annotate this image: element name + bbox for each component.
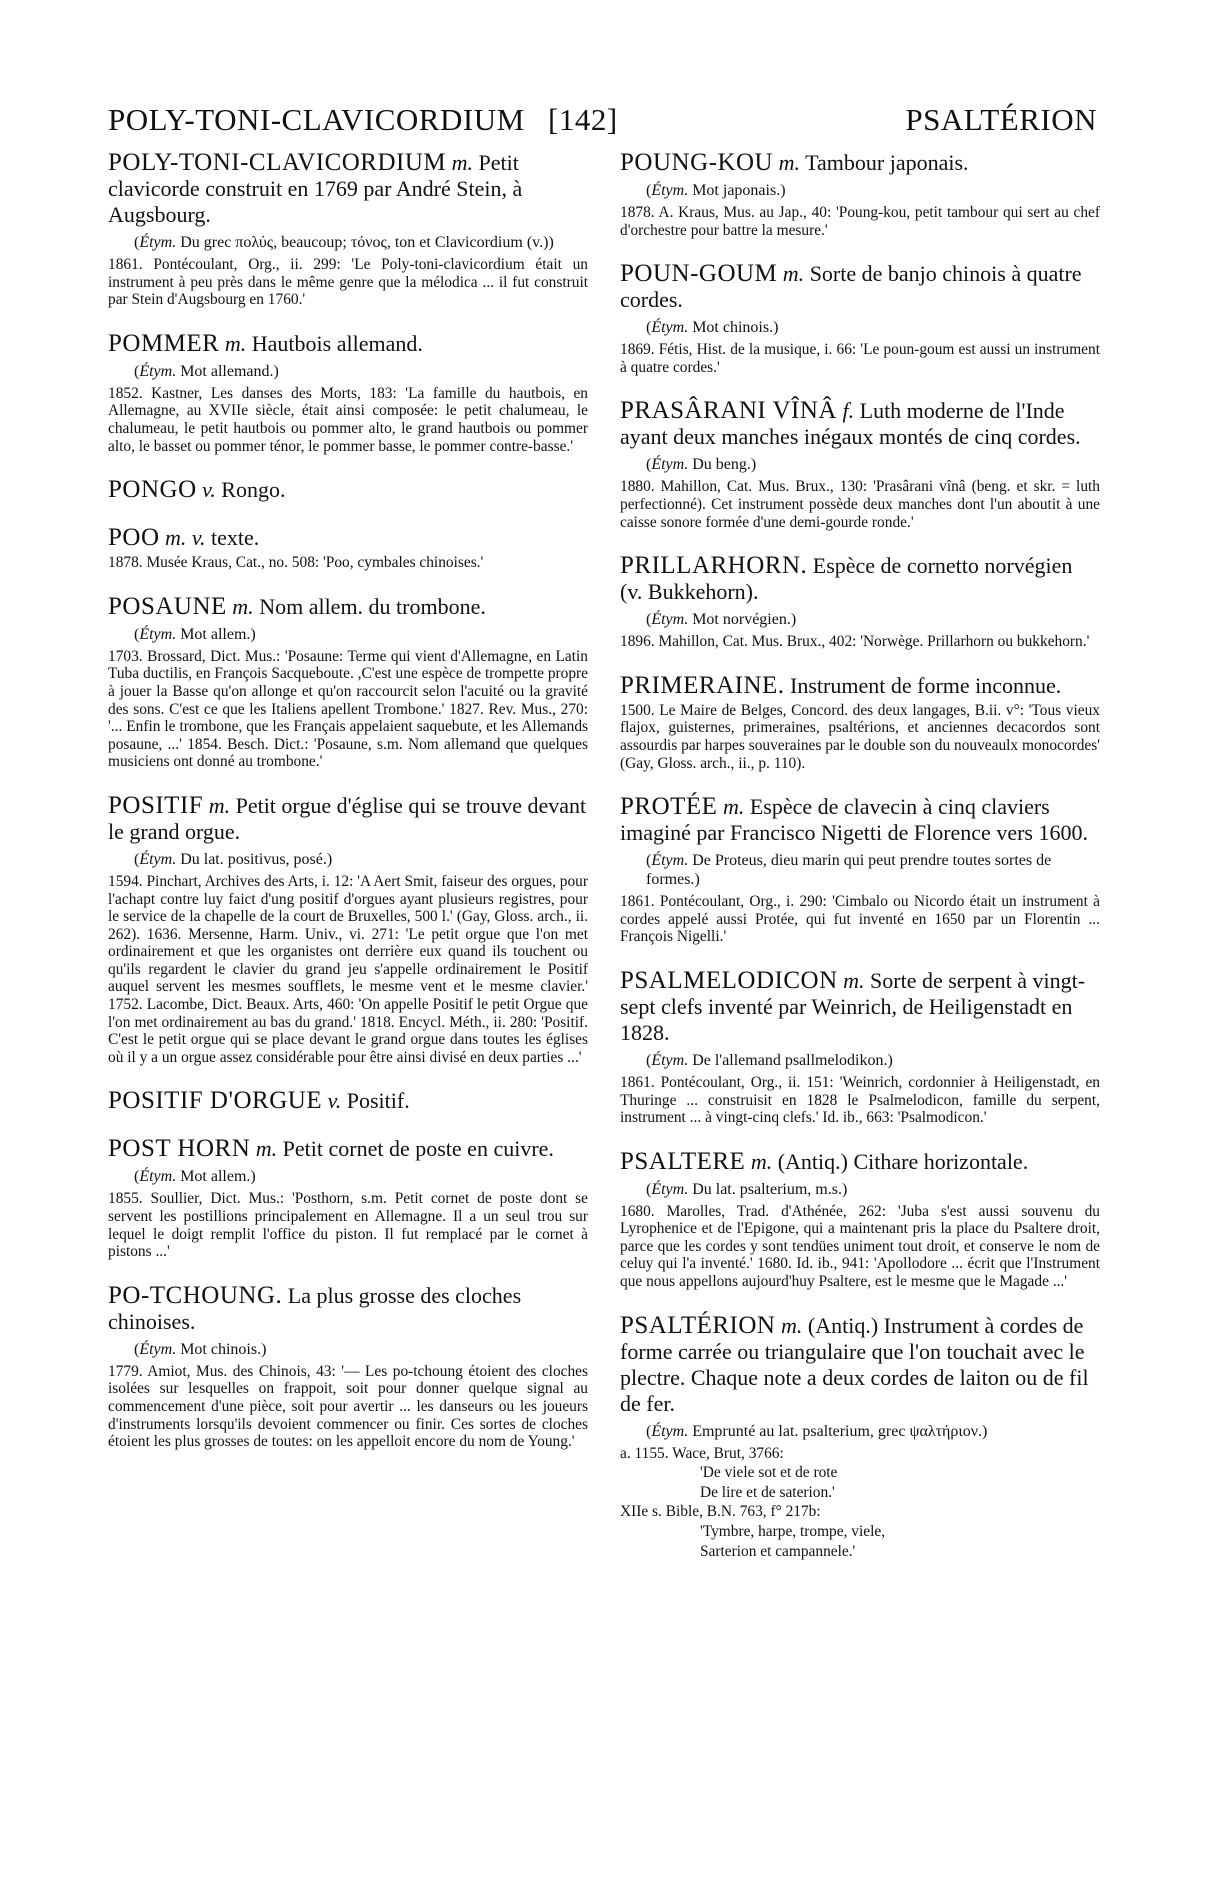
headword: POO — [108, 524, 160, 552]
etymology-label: Étym. — [651, 1051, 689, 1069]
citation: 1594. Pinchart, Archives des Arts, i. 12: 'A Aert Smit, faiseur des orgues, pour l'achapt contre luy faict d'ung positif d'orgues ayant plusieurs registres, pour le service de la chapelle de la court de Bruxelles, 500 l.' (Gay, Gloss. arch., ii. 262). 1636. Mersenne, Harm. Univ., vi. 271: 'Le petit orgue que l'on met ordinairement et que les organistes ont derrière eux quand ils touchent ou qu'ils regardent le clavier du grand jeu s'appelle ordinairement le Positif auquel servent les mesmes soufflets, le mesme vent et le mesme clavier.' 1752. Lacombe, Dict. Beaux. Arts, 460: 'On appelle Positif le petit Orgue que l'on met ordinairement au bas du grand.' 1818. Encycl. Méth., ii. 280: 'Positif. C'est le petit orgue qui se place devant le grand orgue dans toutes les églises où il y a un orgue assez considérable pour être ainsi divisé en deux parties ...' — [108, 872, 588, 1066]
etymology: Mot japonais. — [692, 182, 781, 199]
etymology-label: Étym. — [651, 319, 689, 337]
grammar: m. — [843, 967, 865, 993]
headword: POMMER — [108, 329, 220, 357]
entry: POSITIF m. Petit orgue d'église qui se trouve devant le grand orgue. (Étym. Du lat. positivus, posé.) 1594. Pinchart, Archives des Arts, i. 12: 'A Aert Smit, faiseur des orgues, pour l'achapt contre luy faict d'ung positif d'orgues ayant plusieurs registres, pour le service de la chapelle de la court de Bruxelles, 500 l.' (Gay, Gloss. arch., ii. 262). 1636. Mersenne, Harm. Univ., vi. 271: 'Le petit orgue que l'on met ordinairement et que les organistes ont derrière eux quand ils touchent ou qu'ils regardent le clavier du grand jeu s'appelle ordinairement le Positif auquel servent les mesmes soufflets, le mesme vent et le mesme clavier.' 1752. Lacombe, Dict. Beaux. Arts, 460: 'On appelle Positif le petit Orgue que l'on met ordinairement au bas du grand.' 1818. Encycl. Méth., ii. 280: 'Positif. C'est le petit orgue qui se place devant le grand orgue dans toutes les églises où il y a un orgue assez considérable pour être ainsi divisé en deux parties ...' — [108, 791, 588, 1066]
etymology-label: Étym. — [651, 456, 689, 474]
grammar: v. — [327, 1088, 342, 1114]
entry: PSALTÉRION m. (Antiq.) Instrument à cordes de forme carrée ou triangulaire que l'on touchait avec le plectre. Chaque note a deux cordes de laiton ou de fil de fer. (Étym. Emprunté au lat. psalterium, grec ψαλτήριον.) a. 1155. Wace, Brut, 3766: 'De viele sot et de rote De lire et de saterion.' XIIe s. Bible, B.N. 763, f° 217b: 'Tymbre, harpe, trompe, viele, Sarterion et campannele.' — [620, 1313, 1100, 1561]
headword: POSITIF D'ORGUE — [108, 1087, 323, 1115]
page-number: [142] — [548, 102, 618, 137]
entry: PRILLARHORN. Espèce de cornetto norvégien (v. Bukkehorn). (Étym. Mot norvégien.) 1896. Mahillon, Cat. Mus. Brux., 402: 'Norwège. Prillarhorn ou bukkehorn.' — [620, 553, 1100, 651]
definition: Sorte de serpent à vingt-sept clefs inventé par Weinrich, de Heiligenstadt en 1828. — [620, 967, 1086, 1045]
definition: Tambour japonais. — [805, 150, 969, 175]
citation: 1869. Fétis, Hist. de la musique, i. 66: 'Le poun-goum est aussi un instrument à quatre cordes.' — [620, 341, 1100, 376]
etymology-label: Étym. — [651, 1422, 689, 1440]
headword: POUNG-KOU — [620, 149, 774, 176]
etymology: Mot norvégien. — [692, 611, 791, 629]
running-head-right: PSALTÉRION — [905, 102, 1097, 137]
definition: Espèce de cornetto norvégien (v. Bukkehorn). — [620, 553, 1073, 605]
entry — [620, 673, 1100, 772]
etymology-label: Étym. — [651, 852, 689, 870]
etymology: Du grec πολύς, beaucoup; τόνος, ton et Clavicordium (v.) — [180, 234, 549, 251]
definition: Instrument de forme inconnue. — [790, 672, 1062, 698]
etymology-label: Étym. — [139, 850, 177, 868]
entry: PSALMELODICON m. Sorte de serpent à vingt-sept clefs inventé par Weinrich, de Heiligenstadt en 1828. (Étym. De l'allemand psallmelodikon.) 1861. Pontécoulant, Org., ii. 151: 'Weinrich, cordonnier à Heiligenstadt, en Thuringe ... construisit en 1828 le Psalmelodicon, famille du serpent, instrument ... à vingt-cinq clefs.' Id. ib., 663: 'Psalmodicon.' — [620, 966, 1100, 1127]
entry: PSALTERE m. (Antiq.) Cithare horizontale. (Étym. Du lat. psalterium, m.s.) 1680. Marolles, Trad. d'Athénée, 262: 'Juba s'est aussi souvenu du Lyrophenice et de l'Epigone, qui a maintenant pris la place du Psaltere droit, parce que les cordes y sont tendües uniment tout droit, et conserve le nom de celuy qui l'a inventé.' 1680. Id. ib., 941: 'Apollodore ... écrit que l'Instrument que nous appellons aujourd'huy Psaltere, est le mesme que le Magade ...' — [620, 1147, 1100, 1291]
grammar: f. — [842, 398, 855, 424]
citation: 1896. Mahillon, Cat. Mus. Brux., 402: 'Norwège. Prillarhorn ou bukkehorn.' — [620, 633, 1090, 651]
etymology: Mot chinois. — [692, 319, 774, 337]
headword: POSAUNE — [108, 592, 227, 620]
entry: POSAUNE m. Nom allem. du trombone. (Étym. Mot allem.) 1703. Brossard, Dict. Mus.: 'Posaune: Terme qui vient d'Allemagne, en Latin Tuba ductilis, en François Sacqueboute. ,C'est une espèce de trompette propre à jouer la Basse qu'on allonge et qu'on raccourcit selon l'acuité ou la gravité des sons. C'est ce que les Italiens apellent Trombone.' 1827. Rev. Mus., 270: '... Enfin le trombone, que les Français appelaient saquebute, et les Allemands posaune, ...' 1854. Besch. Dict.: 'Posaune, s.m. Nom allemand que quelques musiciens ont donné au trombone.' — [108, 592, 588, 771]
grammar: m. — [722, 794, 745, 820]
running-head — [108, 102, 1097, 142]
etymology: Emprunté au lat. psalterium, grec ψαλτήριον. — [692, 1422, 982, 1440]
etymology-label: Étym. — [651, 1180, 689, 1198]
definition: Sorte de banjo chinois à quatre cordes. — [620, 261, 1082, 313]
headword: POLY-TONI-CLAVICORDIUM — [108, 149, 447, 176]
etymology: De l'allemand psallmelodikon. — [692, 1051, 888, 1069]
entry — [108, 477, 588, 503]
entry: PROTÉE m. Espèce de clavecin à cinq claviers imaginé par Francisco Nigetti de Florence vers 1600. (Étym. De Proteus, dieu marin qui peut prendre toutes sortes de formes.) 1861. Pontécoulant, Org., i. 290: 'Cimbalo ou Nicordo était un instrument à cordes appelé aussi Protée, qui fut inventé en 1650 par un Florentin ... François Nigelli.' — [620, 793, 1100, 946]
grammar: v. — [202, 477, 216, 503]
grammar: m. — [778, 150, 800, 175]
definition: (Antiq.) Cithare horizontale. — [777, 1148, 1029, 1174]
running-head-left: POLY-TONI-CLAVICORDIUM — [108, 102, 525, 137]
entry: POST HORN m. Petit cornet de poste en cuivre. (Étym. Mot allem.) 1855. Soullier, Dict. Mus.: 'Posthorn, s.m. Petit cornet de poste dont se servent les postillions principalement en Allemagne. Il a un seul trou sur lequel le doigt remplit l'office du piston. Il fut remplacé par le cornet à pistons ...' — [108, 1135, 588, 1261]
citation: 1878. Musée Kraus, Cat., no. 508: 'Poo, cymbales chinoises.' — [108, 554, 484, 572]
etymology-label: Étym. — [139, 362, 177, 380]
citation: 1861. Pontécoulant, Org., i. 290: 'Cimbalo ou Nicordo était un instrument à cordes appelé aussi Protée, qui fut inventé en 1650 par un Florentin ... François Nigelli.' — [620, 893, 1100, 946]
verse-line: De lire et de saterion.' — [700, 1483, 835, 1501]
citation: 1703. Brossard, Dict. Mus.: 'Posaune: Terme qui vient d'Allemagne, en Latin Tuba ductilis, en François Sacqueboute. ,C'est une espèce de trompette propre à jouer la Basse qu'on allonge et qu'on raccourcit selon l'acuité ou la gravité des sons. C'est ce que les Italiens apellent Trombone.' 1827. Rev. Mus., 270: '... Enfin le trombone, que les Français appelaient saquebute, et les Allemands posaune, ...' 1854. Besch. Dict.: 'Posaune, s.m. Nom allemand que quelques musiciens ont donné au trombone.' — [108, 647, 588, 771]
headword: PROTÉE — [620, 793, 718, 821]
etymology-label: Étym. — [139, 625, 177, 643]
etymology-label: Étym. — [139, 234, 177, 251]
grammar: m. — [255, 1136, 278, 1162]
grammar: m. v. — [165, 525, 206, 551]
definition: Petit orgue d'église qui se trouve devant le grand orgue. — [108, 792, 587, 844]
left-column — [108, 150, 588, 1473]
headword: PONGO — [108, 476, 197, 504]
right-column — [620, 150, 1100, 1582]
headword: PSALTERE — [620, 1147, 746, 1175]
definition: Hautbois allemand. — [251, 330, 423, 356]
headword: PO-TCHOUNG. — [108, 1281, 283, 1309]
citation: 1861. Pontécoulant, Org., ii. 151: 'Weinrich, cordonnier à Heiligenstadt, en Thuringe ... construisit en 1828 le Psalmelodicon, famille du serpent, instrument ... à vingt-cinq clefs.' Id. ib., 663: 'Psalmodicon.' — [620, 1073, 1100, 1127]
headword: PRILLARHORN. — [620, 552, 808, 580]
citation: 1779. Amiot, Mus. des Chinois, 43: '— Les po-tchoung étoient des cloches isolées sur lesquelles on frappoit, soit pour donner quelque signal au commencement d'une pièce, soit pour avertir ... les danseurs ou les joueurs d'instruments lorsqu'ils devoient commencer ou finir. Ces sortes de cloches étoient les plus grosses de toutes: on les appelloit encore du nom de Young.' — [108, 1362, 588, 1451]
headword: POST HORN — [108, 1135, 251, 1163]
etymology: Mot allem. — [180, 625, 251, 643]
definition: Positif. — [346, 1088, 410, 1114]
grammar: m. — [782, 261, 805, 287]
grammar: m. — [208, 792, 231, 818]
entry: POUNG-KOU m. Tambour japonais. (Étym. Mot japonais.) 1878. A. Kraus, Mus. au Jap., 40: 'Poung-kou, petit tambour qui sert au chef d'orchestre pour battre la mesure.' — [620, 149, 1100, 239]
etymology: Mot allem. — [180, 1168, 251, 1186]
etymology: Du beng. — [692, 456, 751, 474]
definition: Petit cornet de poste en cuivre. — [282, 1136, 554, 1162]
citation: a. 1155. Wace, Brut, 3766: — [620, 1444, 784, 1462]
entry: POUN-GOUM m. Sorte de banjo chinois à quatre cordes. (Étym. Mot chinois.) 1869. Fétis, Hist. de la musique, i. 66: 'Le poun-goum est aussi un instrument à quatre cordes.' — [620, 260, 1100, 376]
citation: 1878. A. Kraus, Mus. au Jap., 40: 'Poung-kou, petit tambour qui sert au chef d'orchestre pour battre la mesure.' — [620, 204, 1100, 239]
etymology: Mot chinois. — [180, 1340, 262, 1358]
etymology-label: Étym. — [651, 182, 689, 199]
etymology: Du lat. psalterium, m.s. — [692, 1180, 842, 1198]
definition: (Antiq.) Instrument à cordes de forme carrée ou triangulaire que l'on touchait avec le plectre. Chaque note a deux cordes de laiton ou de fil de fer. — [620, 1312, 1089, 1416]
citation: 1861. Pontécoulant, Org., ii. 299: 'Le Poly-toni-clavicordium était un instrument à peu près dans le même genre que la mélodica ... il fut construit par Stein d'Augsbourg en 1760.' — [108, 256, 588, 309]
entry: POLY-TONI-CLAVICORDIUM m. Petit clavicorde construit en 1769 par André Stein, à Augsbourg. (Étym. Du grec πολύς, beaucoup; τόνος, ton et Clavicordium (v.)) 1861. Pontécoulant, Org., ii. 299: 'Le Poly-toni-clavicordium était un instrument à peu près dans le même genre que la mélodica ... il fut construit par Stein d'Augsbourg en 1760.' — [108, 149, 588, 309]
definition: Nom allem. du trombone. — [259, 593, 486, 619]
citation: 1852. Kastner, Les danses des Morts, 183: 'La famille du hautbois, en Allemagne, au XVIIe siècle, était ainsi composée: le petit chalumeau, le chalumeau, le petit hautbois ou pommer alto, le grand hautbois ou pommer alto, le basset ou pommer ténor, le pommer basse, le pommer contre-basse.' — [108, 384, 588, 455]
headword: PSALTÉRION — [620, 1311, 776, 1339]
grammar: m. — [781, 1312, 803, 1338]
etymology: De Proteus, dieu marin qui peut prendre toutes sortes de formes. — [646, 852, 1052, 889]
etymology-label: Étym. — [651, 611, 689, 629]
grammar: m. — [232, 593, 254, 619]
etymology: Mot allemand. — [180, 362, 274, 380]
citation: 1855. Soullier, Dict. Mus.: 'Posthorn, s.m. Petit cornet de poste dont se servent les postillions principalement en Allemagne. Il a un seul trou sur lequel le doigt remplit l'office du piston. Il fut remplacé par le cornet à pistons ...' — [108, 1190, 588, 1261]
verse-line: 'Tymbre, harpe, trompe, viele, — [700, 1523, 886, 1541]
definition: texte. — [211, 525, 260, 551]
verse-line: Sarterion et campannele.' — [700, 1542, 856, 1560]
entry: PRASÂRANI VÎNÂ f. Luth moderne de l'Inde ayant deux manches inégaux montés de cinq cordes. (Étym. Du beng.) 1880. Mahillon, Cat. Mus. Brux., 130: 'Prasârani vînâ (beng. et skr. = luth perfectionné). Cet instrument possède deux manches dont l'un aboutit à une caisse sonore formée d'une demi-gourde ronde.' — [620, 397, 1100, 531]
headword: PRASÂRANI VÎNÂ — [620, 397, 837, 425]
grammar: m. — [750, 1148, 773, 1174]
definition: Petit clavicorde construit en 1769 par André Stein, à Augsbourg. — [108, 150, 523, 227]
verse-line: 'De viele sot et de rote — [700, 1464, 838, 1482]
citation: 1680. Marolles, Trad. d'Athénée, 262: 'Juba s'est aussi souvenu du Lyrophenice et de l'Epigone, qui a maintenant pris la place du Psaltere droit, parce que les cordes y sont tendües uniment tout droit, et conserve le nom de celuy qui l'a inventé.' 1680. Id. ib., 941: 'Apollodore ... écrit que l'Instrument que nous appellons aujourd'huy Psaltere, est le mesme que le Magade ...' — [620, 1202, 1100, 1291]
citation: 1880. Mahillon, Cat. Mus. Brux., 130: 'Prasârani vînâ (beng. et skr. = luth perfectionné). Cet instrument possède deux manches dont l'un aboutit à une caisse sonore formée d'une demi-gourde ronde.' — [620, 478, 1100, 531]
grammar: m. — [224, 330, 247, 356]
verse-source: XIIe s. Bible, B.N. 763, f° 217b: — [620, 1503, 821, 1521]
citation: 1500. Le Maire de Belges, Concord. des deux langages, B.ii. v°: 'Tous vieux flajox, guisternes, primeraines, psaltérions, et anciennes decacordos sont assourdis par harpes souveraines par le double son du nouveaulx monocordes' (Gay, Gloss. arch., ii., p. 110). — [620, 701, 1100, 772]
grammar: m. — [451, 150, 474, 175]
entry — [108, 1088, 588, 1114]
definition: La plus grosse des cloches chinoises. — [108, 1282, 522, 1334]
headword: PSALMELODICON — [620, 966, 838, 994]
etymology: Du lat. positivus, posé. — [180, 850, 327, 868]
definition: Rongo. — [221, 477, 286, 503]
headword: POSITIF — [108, 791, 204, 819]
headword: PRIMERAINE. — [620, 671, 785, 699]
headword: POUN-GOUM — [620, 260, 778, 288]
entry: POMMER m. Hautbois allemand. (Étym. Mot allemand.) 1852. Kastner, Les danses des Morts, 183: 'La famille du hautbois, en Allemagne, au XVIIe siècle, était ainsi composée: le petit chalumeau, le chalumeau, le petit hautbois ou pommer alto, le grand hautbois ou pommer alto, le basset ou pommer ténor, le pommer basse, le pommer contre-basse.' — [108, 329, 588, 455]
definition: Luth moderne de l'Inde ayant deux manches inégaux montés de cinq cordes. — [620, 398, 1081, 450]
etymology-label: Étym. — [139, 1168, 177, 1186]
definition: Espèce de clavecin à cinq claviers imaginé par Francisco Nigetti de Florence vers 1600. — [620, 794, 1088, 846]
entry: PO-TCHOUNG. La plus grosse des cloches chinoises. (Étym. Mot chinois.) 1779. Amiot, Mus. des Chinois, 43: '— Les po-tchoung étoient des cloches isolées sur lesquelles on frappoit, soit pour donner quelque signal au commencement d'une pièce, soit pour avertir ... les danseurs ou les joueurs d'instruments lorsqu'ils devoient commencer ou finir. Ces sortes de cloches étoient les plus grosses de toutes: on les appelloit encore du nom de Young.' — [108, 1281, 588, 1451]
etymology-label: Étym. — [139, 1340, 177, 1358]
entry — [108, 525, 588, 572]
